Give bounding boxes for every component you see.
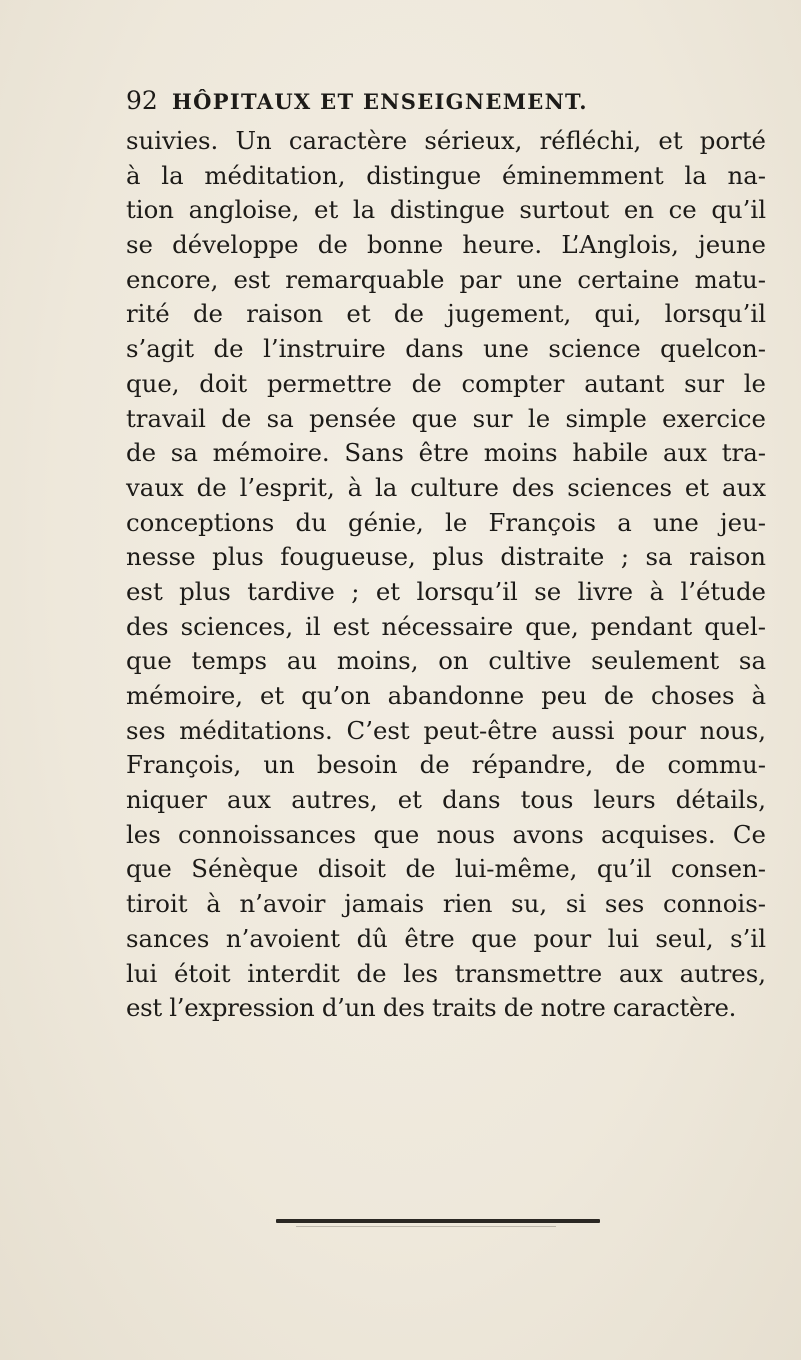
text-line: tiroit à n’avoir jamais rien su, si ses connois- — [126, 889, 766, 919]
text-line: nesse plus fougueuse, plus distraite ; sa raison — [126, 542, 766, 572]
divider-shadow — [296, 1226, 556, 1227]
text-line: est l’expression d’un des traits de notre caractère. — [126, 993, 737, 1023]
text-line: se développe de bonne heure. L’Anglois, jeune — [126, 230, 766, 260]
text-line: sances n’avoient dû être que pour lui seul, s’il — [126, 923, 766, 953]
text-line: que Sénèque disoit de lui-même, qu’il consen- — [126, 854, 766, 884]
text-line: tion angloise, et la distingue surtout en ce qu’il — [126, 195, 766, 225]
text-line: que, doit permettre de compter autant sur le — [126, 368, 766, 398]
text-line: mémoire, et qu’on abandonne peu de choses à — [126, 681, 766, 710]
page-number: 92 — [126, 86, 158, 115]
text-line: travail de sa pensée que sur le simple exercice — [126, 403, 766, 433]
text-line: niquer aux autres, et dans tous leurs détails, — [126, 785, 766, 815]
text-line: rité de raison et de jugement, qui, lorsqu’il — [126, 299, 766, 329]
text-line: les connoissances que nous avons acquises. Ce — [126, 819, 766, 849]
body-text — [126, 124, 766, 1026]
text-line: encore, est remarquable par une certaine matu- — [126, 264, 766, 294]
text-line: conceptions du génie, le François a une jeu- — [126, 507, 766, 537]
text-line: ses méditations. C’est peut-être aussi pour nous, — [126, 715, 766, 745]
text-line: est plus tardive ; et lorsqu’il se livre à l’étude — [126, 576, 766, 606]
text-line: suivies. Un caractère sérieux, réfléchi, et porté — [126, 126, 766, 155]
text-line: de sa mémoire. Sans être moins habile aux tra- — [126, 438, 766, 468]
text-line: François, un besoin de répandre, de commu- — [126, 750, 766, 780]
section-divider-rule — [276, 1219, 600, 1223]
text-line: lui étoit interdit de les transmettre aux autres, — [126, 958, 766, 988]
text-line: à la méditation, distingue éminemment la na- — [126, 160, 766, 190]
text-line: vaux de l’esprit, à la culture des sciences et aux — [126, 472, 766, 502]
text-line: des sciences, il est nécessaire que, pendant quel- — [126, 611, 766, 641]
page-header — [126, 86, 686, 122]
text-line: s’agit de l’instruire dans une science quelcon- — [126, 334, 766, 364]
running-title: HÔPITAUX ET ENSEIGNEMENT. — [172, 89, 588, 114]
text-line: que temps au moins, on cultive seulement sa — [126, 646, 766, 676]
